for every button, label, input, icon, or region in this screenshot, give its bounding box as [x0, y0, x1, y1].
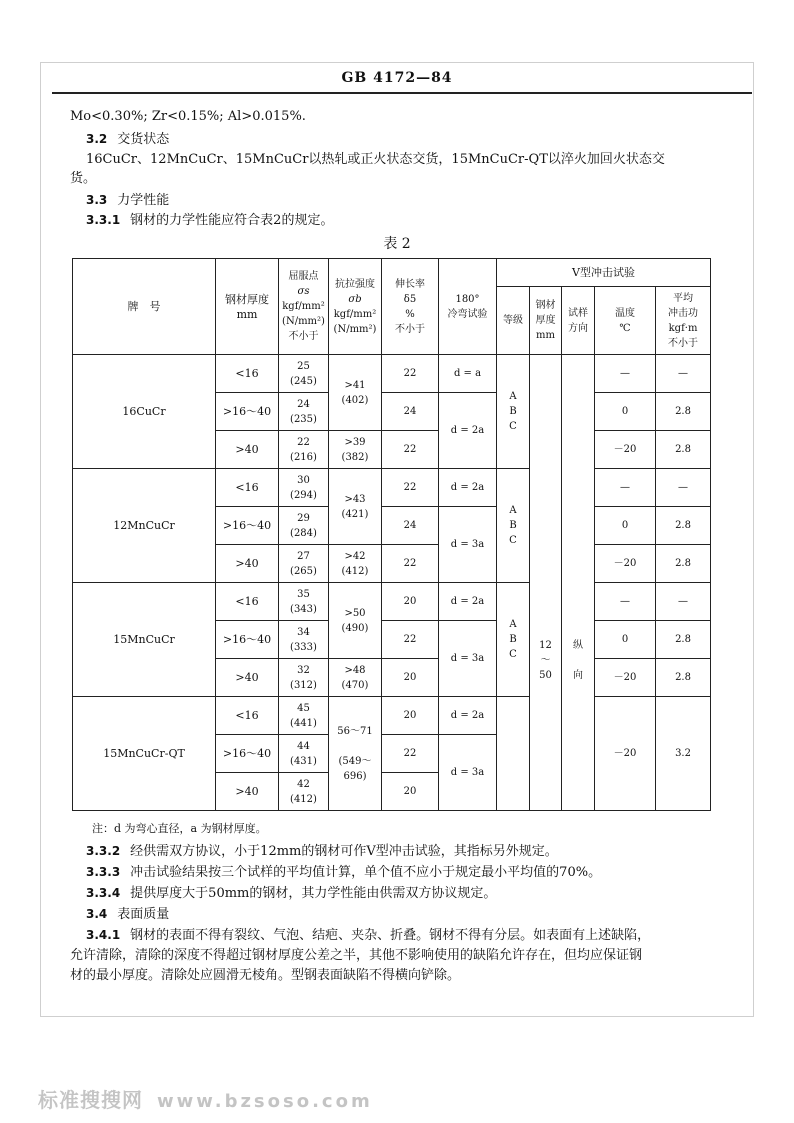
elongation-cell: 22 [382, 431, 439, 469]
thickness-cell: <16 [216, 469, 279, 507]
watermark-name: 标准搜搜网 [38, 1088, 143, 1112]
header-cold-bend: 180° 冷弯试验 [439, 259, 497, 355]
section-3-3-4 [86, 884, 496, 903]
temperature-cell: 0 [595, 507, 656, 545]
energy-cell: — [656, 355, 711, 393]
section-3-4-heading [86, 905, 169, 924]
elongation-cell: 20 [382, 583, 439, 621]
table-row [73, 469, 711, 507]
header-grade: 牌 号 [73, 259, 216, 355]
level-cell [497, 697, 530, 811]
thickness-cell: <16 [216, 697, 279, 735]
energy-cell: 2.8 [656, 431, 711, 469]
table-note: 注：d 为弯心直径，a 为钢材厚度。 [92, 822, 267, 835]
yield-cell: 32 (312) [279, 659, 329, 697]
section-3-3-3 [86, 863, 601, 882]
energy-cell: 2.8 [656, 659, 711, 697]
bend-cell: d = 2a [439, 469, 497, 507]
thickness-cell: >40 [216, 773, 279, 811]
elongation-cell: 22 [382, 545, 439, 583]
thickness-cell: >40 [216, 431, 279, 469]
bend-cell: d = 2a [439, 697, 497, 735]
element-limits-line: Mo<0.30%; Zr<0.15%; Al>0.015%. [70, 109, 306, 124]
header-v-notch-impact: V型冲击试验 [497, 259, 711, 287]
direction-cell: 纵 向 [562, 355, 595, 811]
header-yield-point: 屈服点 σs kgf/mm² (N/mm²) 不小于 [279, 259, 329, 355]
impact-thickness-cell: 12 ～ 50 [530, 355, 562, 811]
header-rule [52, 92, 752, 94]
section-text: 经供需双方协议，小于12mm的钢材可作V型冲击试验，其指标另外规定。 [130, 844, 558, 859]
site-watermark [38, 1084, 373, 1113]
temperature-cell: －20 [595, 545, 656, 583]
energy-cell: — [656, 469, 711, 507]
grade-cell: 12MnCuCr [73, 469, 216, 583]
elongation-cell: 22 [382, 621, 439, 659]
header-tensile-strength: 抗拉强度 σb kgf/mm² (N/mm²) [329, 259, 382, 355]
section-text: 提供厚度大于50mm的钢材，其力学性能由供需双方协议规定。 [130, 886, 497, 901]
energy-cell: 2.8 [656, 393, 711, 431]
section-3-4-1-line3: 材的最小厚度。清除处应圆滑无棱角。型钢表面缺陷不得横向铲除。 [70, 968, 461, 983]
temperature-cell: －20 [595, 697, 656, 811]
level-cell: A B C [497, 355, 530, 469]
level-cell: A B C [497, 469, 530, 583]
yield-cell: 24 (235) [279, 393, 329, 431]
temperature-cell: 0 [595, 393, 656, 431]
header-thickness: 钢材厚度 mm [216, 259, 279, 355]
bend-cell: d = 2a [439, 583, 497, 621]
section-text: 冲击试验结果按三个试样的平均值计算，单个值不应小于规定最小平均值的70%。 [130, 865, 602, 880]
section-number: 3.3.1 [86, 213, 121, 227]
yield-cell: 27 (265) [279, 545, 329, 583]
header-level: 等级 [497, 287, 530, 355]
temperature-cell: －20 [595, 431, 656, 469]
table-row [73, 583, 711, 621]
mechanical-properties-table [72, 258, 711, 811]
tensile-cell: >41 (402) [329, 355, 382, 431]
thickness-cell: <16 [216, 583, 279, 621]
thickness-cell: >40 [216, 545, 279, 583]
section-number: 3.3.2 [86, 844, 121, 858]
section-number: 3.3 [86, 193, 108, 207]
section-number: 3.4.1 [86, 928, 121, 942]
energy-cell: 3.2 [656, 697, 711, 811]
energy-cell: 2.8 [656, 621, 711, 659]
temperature-cell: －20 [595, 659, 656, 697]
header-impact-thickness: 钢材 厚度 mm [530, 287, 562, 355]
section-title: 表面质量 [117, 907, 170, 922]
section-text: 钢材的表面不得有裂纹、气泡、结疤、夹杂、折叠。钢材不得有分层。如表面有上述缺陷， [130, 928, 651, 943]
header-direction: 试样 方向 [562, 287, 595, 355]
section-number: 3.3.4 [86, 886, 121, 900]
section-3-2-text-line1: 16CuCr、12MnCuCr、15MnCuCr以热轧或正火状态交货，15MnCuCr-QT以淬火加回火状态交 [86, 152, 665, 167]
yield-cell: 35 (343) [279, 583, 329, 621]
thickness-cell: >40 [216, 659, 279, 697]
thickness-cell: >16～40 [216, 621, 279, 659]
tensile-cell: 56～71 (549～696) [329, 697, 382, 811]
level-cell: A B C [497, 583, 530, 697]
yield-cell: 29 (284) [279, 507, 329, 545]
grade-cell: 15MnCuCr [73, 583, 216, 697]
section-3-4-1-line2: 允许清除，清除的深度不得超过钢材厚度公差之半，其他不影响使用的缺陷允许存在，但均应保证钢 [70, 948, 643, 963]
section-number: 3.4 [86, 907, 108, 921]
header-impact-energy: 平均 冲击功 kgf·m 不小于 [656, 287, 711, 355]
section-3-3-2 [86, 842, 558, 861]
standard-number-header: GB 4172—84 [341, 70, 453, 86]
grade-cell: 15MnCuCr-QT [73, 697, 216, 811]
thickness-cell: >16～40 [216, 393, 279, 431]
grade-cell: 16CuCr [73, 355, 216, 469]
elongation-cell: 24 [382, 393, 439, 431]
section-3-2-text-line2: 货。 [70, 171, 97, 186]
yield-cell: 45 (441) [279, 697, 329, 735]
energy-cell: 2.8 [656, 507, 711, 545]
section-title: 力学性能 [117, 193, 170, 208]
tensile-cell: >39 (382) [329, 431, 382, 469]
elongation-cell: 22 [382, 735, 439, 773]
watermark-url: www.bzsoso.com [157, 1091, 373, 1112]
thickness-cell: <16 [216, 355, 279, 393]
yield-cell: 22 (216) [279, 431, 329, 469]
tensile-cell: >50 (490) [329, 583, 382, 659]
yield-cell: 42 (412) [279, 773, 329, 811]
section-number: 3.3.3 [86, 865, 121, 879]
thickness-cell: >16～40 [216, 735, 279, 773]
section-3-3-1 [86, 211, 333, 230]
elongation-cell: 20 [382, 773, 439, 811]
temperature-cell: — [595, 355, 656, 393]
table-row [73, 355, 711, 393]
yield-cell: 30 (294) [279, 469, 329, 507]
section-number: 3.2 [86, 132, 108, 146]
elongation-cell: 20 [382, 697, 439, 735]
elongation-cell: 22 [382, 469, 439, 507]
elongation-cell: 20 [382, 659, 439, 697]
yield-cell: 25 (245) [279, 355, 329, 393]
table-title: 表 2 [383, 236, 411, 252]
bend-cell: d = 3a [439, 507, 497, 583]
bend-cell: d = 2a [439, 393, 497, 469]
bend-cell: d = a [439, 355, 497, 393]
thickness-cell: >16～40 [216, 507, 279, 545]
section-title: 交货状态 [117, 132, 170, 147]
section-3-4-1-line1 [86, 926, 650, 945]
elongation-cell: 22 [382, 355, 439, 393]
header-elongation: 伸长率 δ5 % 不小于 [382, 259, 439, 355]
temperature-cell: — [595, 469, 656, 507]
tensile-cell: >42 (412) [329, 545, 382, 583]
energy-cell: 2.8 [656, 545, 711, 583]
section-3-3-heading [86, 191, 169, 210]
temperature-cell: 0 [595, 621, 656, 659]
section-text: 钢材的力学性能应符合表2的规定。 [130, 213, 334, 228]
elongation-cell: 24 [382, 507, 439, 545]
energy-cell: — [656, 583, 711, 621]
yield-cell: 44 (431) [279, 735, 329, 773]
bend-cell: d = 3a [439, 621, 497, 697]
yield-cell: 34 (333) [279, 621, 329, 659]
section-3-2-heading [86, 130, 169, 149]
temperature-cell: — [595, 583, 656, 621]
tensile-cell: >48 (470) [329, 659, 382, 697]
header-temperature: 温度 ℃ [595, 287, 656, 355]
tensile-cell: >43 (421) [329, 469, 382, 545]
bend-cell: d = 3a [439, 735, 497, 811]
table-row [73, 697, 711, 735]
